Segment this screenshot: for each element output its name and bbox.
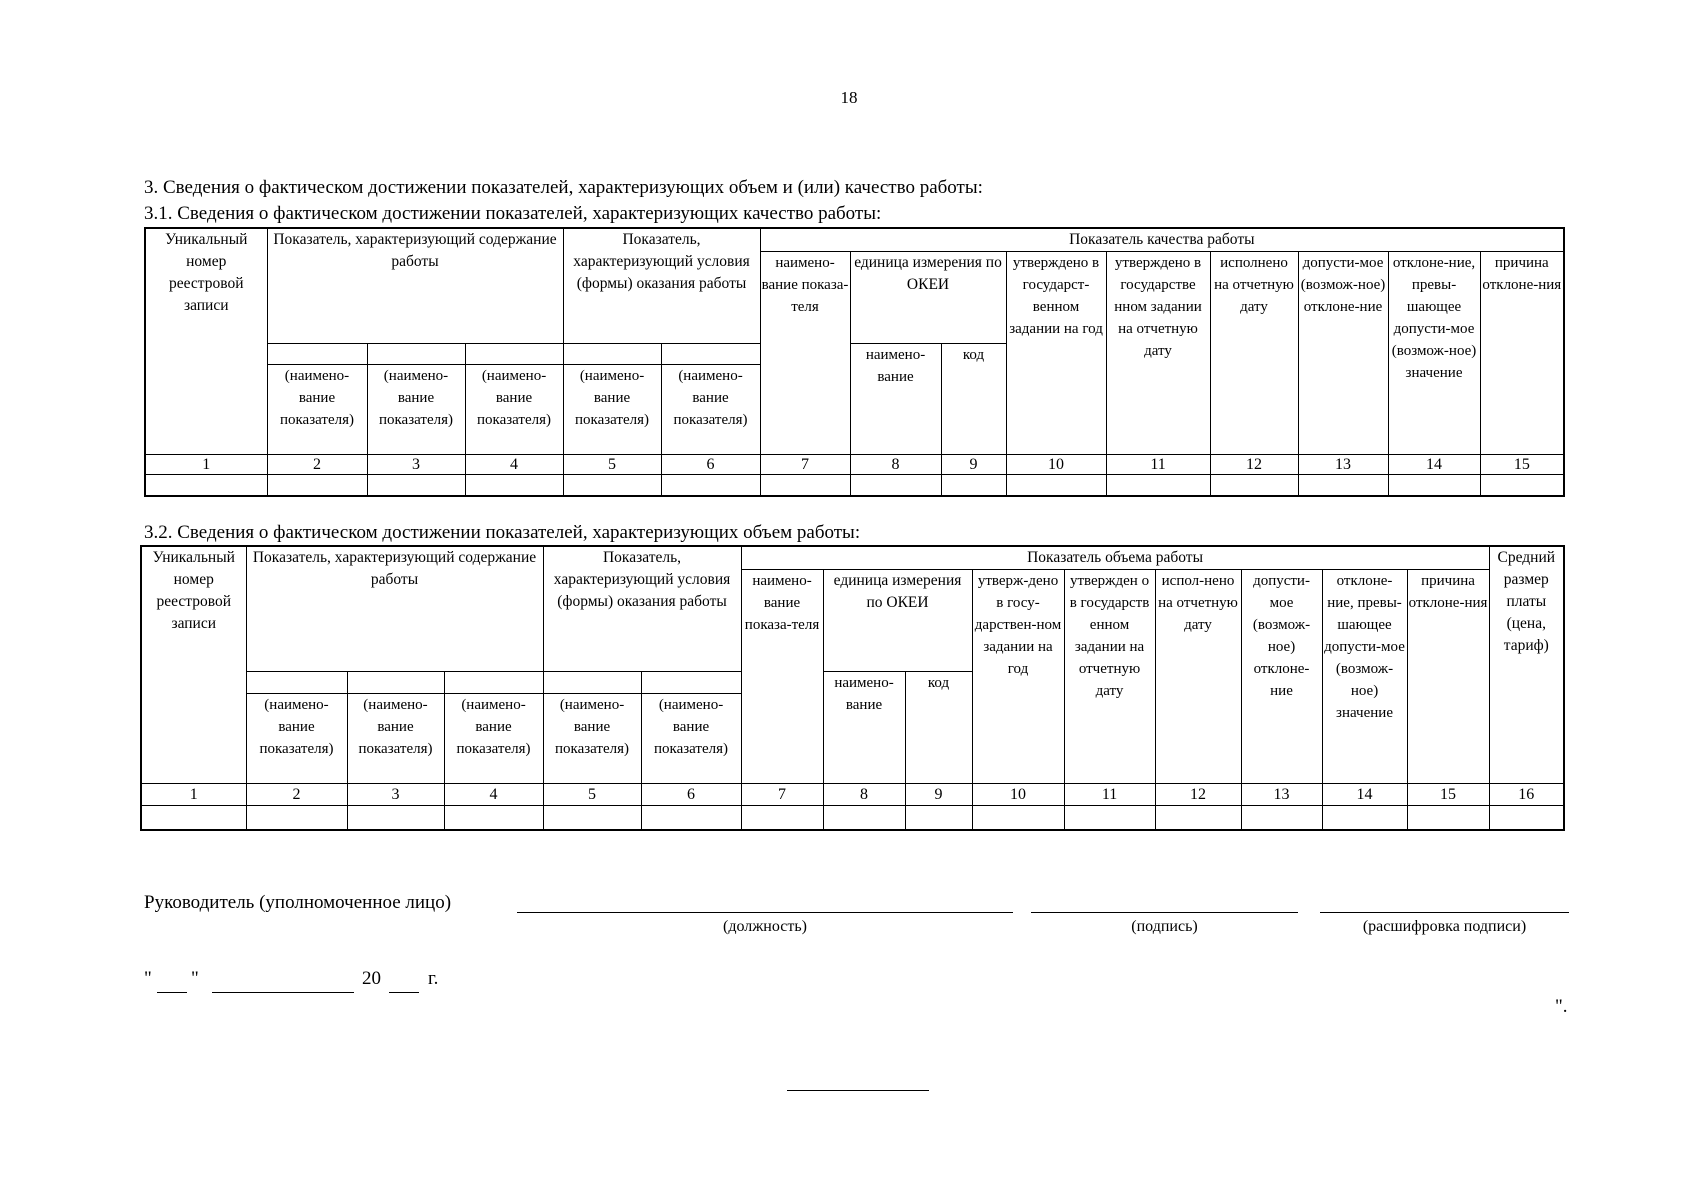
column-number: 15 [1407, 784, 1489, 806]
column-number: 12 [1210, 455, 1298, 475]
column-number: 5 [563, 455, 661, 475]
conditions-indicator-header: Показатель, характеризующий условия (формы) оказания работы [543, 546, 741, 672]
column-number: 7 [760, 455, 850, 475]
position-line[interactable] [517, 912, 1013, 913]
column-number: 1 [145, 455, 267, 475]
column-number: 3 [347, 784, 444, 806]
data-cell[interactable] [972, 806, 1064, 830]
conditions-indicator-name: (наимено-вание показателя) [543, 694, 641, 784]
average-fee-header: Средний размер платы (цена, тариф) [1489, 546, 1564, 784]
data-cell[interactable] [347, 806, 444, 830]
conditions-indicator-header: Показатель, характеризующий условия (формы) оказания работы [563, 228, 760, 344]
closing-mark: ". [1555, 996, 1568, 1017]
column-number: 13 [1241, 784, 1322, 806]
allowed-deviation-header: допусти-мое (возмож-ное) отклоне-ние [1298, 252, 1388, 455]
conditions-indicator-name: (наимено-вание показателя) [661, 365, 760, 455]
content-subcell [246, 672, 347, 694]
conditions-indicator-name: (наимено-вание показателя) [563, 365, 661, 455]
unit-code-header: код [905, 672, 972, 784]
unit-code-header: код [941, 344, 1006, 455]
data-cell[interactable] [1322, 806, 1407, 830]
data-cell[interactable] [1480, 475, 1564, 497]
column-number: 11 [1106, 455, 1210, 475]
signatory-label: Руководитель (уполномоченное лицо) [144, 892, 452, 913]
month-line[interactable] [212, 992, 354, 993]
column-number: 9 [905, 784, 972, 806]
deviation-reason-header: причина отклоне-ния [1480, 252, 1564, 455]
column-number: 3 [367, 455, 465, 475]
section-3-1-title: 3.1. Сведения о фактическом достижении показателей, характеризующих качество работы: [144, 203, 882, 224]
indicator-name-header: наимено-вание показа-теля [760, 252, 850, 455]
unique-number-header: Уникальный номер реестровой записи [145, 228, 267, 455]
data-cell[interactable] [444, 806, 543, 830]
data-cell[interactable] [850, 475, 941, 497]
data-cell[interactable] [1155, 806, 1241, 830]
data-cell[interactable] [941, 475, 1006, 497]
column-number: 9 [941, 455, 1006, 475]
conditions-subcell [563, 344, 661, 365]
data-cell[interactable] [141, 806, 246, 830]
volume-indicator-group-header: Показатель объема работы [741, 546, 1489, 570]
column-number: 2 [267, 455, 367, 475]
content-subcell [267, 344, 367, 365]
deviation-reason-header: причина отклоне-ния [1407, 570, 1489, 784]
data-cell[interactable] [246, 806, 347, 830]
content-indicator-name: (наимено-вание показателя) [465, 365, 563, 455]
column-number: 10 [972, 784, 1064, 806]
conditions-indicator-name: (наимено-вание показателя) [641, 694, 741, 784]
date-quote-open: " [144, 968, 152, 989]
column-number: 1 [141, 784, 246, 806]
quality-indicator-group-header: Показатель качества работы [760, 228, 1564, 252]
column-number: 2 [246, 784, 347, 806]
column-number: 14 [1322, 784, 1407, 806]
column-number: 16 [1489, 784, 1564, 806]
conditions-subcell [641, 672, 741, 694]
content-indicator-name: (наимено-вание показателя) [347, 694, 444, 784]
conditions-subcell [543, 672, 641, 694]
data-cell[interactable] [563, 475, 661, 497]
data-cell[interactable] [145, 475, 267, 497]
content-subcell [367, 344, 465, 365]
indicator-name-header: наимено-вание показа-теля [741, 570, 823, 784]
end-divider [787, 1090, 929, 1091]
data-cell[interactable] [661, 475, 760, 497]
approved-date-header: утверждено в государстве нном задании на отчетную дату [1106, 252, 1210, 455]
year-line[interactable] [389, 992, 419, 993]
content-indicator-name: (наимено-вание показателя) [246, 694, 347, 784]
data-cell[interactable] [1388, 475, 1480, 497]
done-header: испол-нено на отчетную дату [1155, 570, 1241, 784]
year-suffix: г. [428, 968, 439, 989]
unique-number-header: Уникальный номер реестровой записи [141, 546, 246, 784]
unit-name-header: наимено-вание [850, 344, 941, 455]
data-cell[interactable] [267, 475, 367, 497]
column-number: 6 [641, 784, 741, 806]
data-cell[interactable] [1064, 806, 1155, 830]
data-cell[interactable] [1006, 475, 1106, 497]
column-number: 10 [1006, 455, 1106, 475]
column-number: 5 [543, 784, 641, 806]
data-cell[interactable] [905, 806, 972, 830]
data-cell[interactable] [1298, 475, 1388, 497]
column-number: 8 [823, 784, 905, 806]
data-cell[interactable] [367, 475, 465, 497]
quality-indicators-table [144, 227, 1565, 497]
content-indicator-name: (наимено-вание показателя) [367, 365, 465, 455]
column-number: 7 [741, 784, 823, 806]
column-number: 14 [1388, 455, 1480, 475]
data-cell[interactable] [543, 806, 641, 830]
column-number: 15 [1480, 455, 1564, 475]
approved-year-header: утверждено в государст-венном задании на год [1006, 252, 1106, 455]
exceeding-deviation-header: отклоне-ние, превы-шающее допусти-мое (возмож-ное) значение [1388, 252, 1480, 455]
year-prefix: 20 [362, 968, 381, 989]
column-number: 12 [1155, 784, 1241, 806]
volume-indicators-table [140, 545, 1565, 831]
section-3-2-title: 3.2. Сведения о фактическом достижении показателей, характеризующих объем работы: [144, 522, 861, 543]
column-number: 13 [1298, 455, 1388, 475]
data-cell[interactable] [1489, 806, 1564, 830]
decoding-line[interactable] [1320, 912, 1569, 913]
approved-date-header: утвержден о в государств енном задании на отчетную дату [1064, 570, 1155, 784]
data-cell[interactable] [1106, 475, 1210, 497]
data-cell[interactable] [760, 475, 850, 497]
column-number: 4 [465, 455, 563, 475]
content-subcell [465, 344, 563, 365]
unit-header: единица измерения по ОКЕИ [850, 252, 1006, 344]
data-cell[interactable] [1210, 475, 1298, 497]
data-cell[interactable] [465, 475, 563, 497]
unit-header: единица измерения по ОКЕИ [823, 570, 972, 672]
approved-year-header: утверж-дено в госу-дарствен-ном задании на год [972, 570, 1064, 784]
signature-line[interactable] [1031, 912, 1298, 913]
data-cell[interactable] [1241, 806, 1322, 830]
column-number: 8 [850, 455, 941, 475]
content-indicator-name: (наимено-вание показателя) [267, 365, 367, 455]
content-indicator-header: Показатель, характеризующий содержание работы [267, 228, 563, 344]
column-number: 6 [661, 455, 760, 475]
data-cell[interactable] [741, 806, 823, 830]
allowed-deviation-header: допусти-мое (возмож-ное) отклоне-ние [1241, 570, 1322, 784]
column-number: 4 [444, 784, 543, 806]
position-caption: (должность) [723, 918, 807, 935]
conditions-subcell [661, 344, 760, 365]
unit-name-header: наимено-вание [823, 672, 905, 784]
content-subcell [444, 672, 543, 694]
decoding-caption: (расшифровка подписи) [1362, 918, 1527, 935]
signature-caption: (подпись) [1131, 918, 1198, 935]
done-header: исполнено на отчетную дату [1210, 252, 1298, 455]
date-quote-close: " [191, 968, 199, 989]
content-indicator-name: (наимено-вание показателя) [444, 694, 543, 784]
data-cell[interactable] [823, 806, 905, 830]
day-line[interactable] [157, 992, 187, 993]
page-number: 18 [840, 88, 858, 107]
content-indicator-header: Показатель, характеризующий содержание работы [246, 546, 543, 672]
content-subcell [347, 672, 444, 694]
data-cell[interactable] [1407, 806, 1489, 830]
section-3-title: 3. Сведения о фактическом достижении показателей, характеризующих объем и (или) качество работы: [144, 177, 983, 198]
data-cell[interactable] [641, 806, 741, 830]
exceeding-deviation-header: отклоне-ние, превы-шающее допусти-мое (возмож-ное) значение [1322, 570, 1407, 784]
column-number: 11 [1064, 784, 1155, 806]
